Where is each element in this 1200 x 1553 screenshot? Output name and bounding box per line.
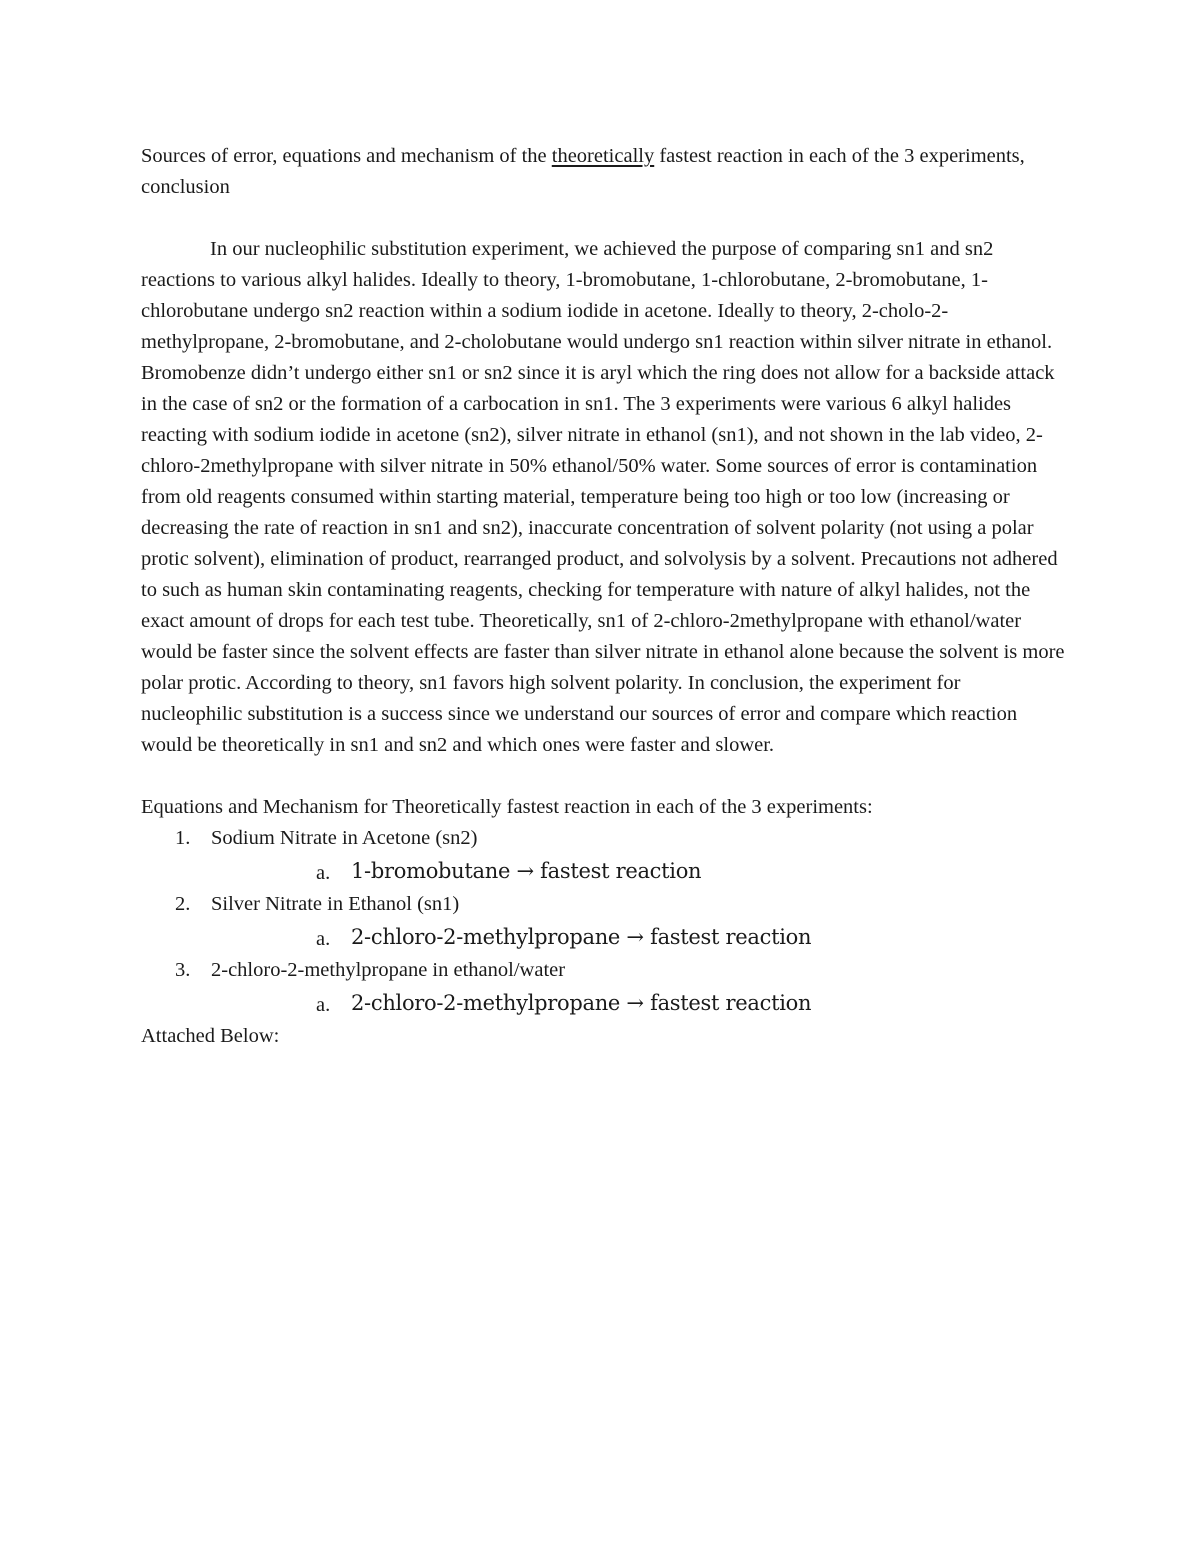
list-number: 2.	[175, 893, 191, 915]
sub-item	[211, 922, 1066, 955]
equations-title: Equations and Mechanism for Theoretically fastest reaction in each of the 3 experiments:	[141, 796, 873, 818]
heading-underlined-word: theoretically	[551, 145, 655, 167]
list-item-2	[141, 889, 1066, 955]
sub-item-letter: a.	[316, 994, 331, 1016]
sub-item-text: 2-chloro-2-methylpropane → fastest reaction	[351, 991, 812, 1015]
attached-below-label: Attached Below:	[141, 1025, 280, 1047]
list-item-label: 2-chloro-2-methylpropane in ethanol/water	[211, 959, 566, 981]
list-item-label: Silver Nitrate in Ethanol (sn1)	[211, 893, 460, 915]
sub-item-letter: a.	[316, 862, 331, 884]
sub-item-text: 1-bromobutane → fastest reaction	[351, 859, 702, 883]
heading-text-before: Sources of error, equations and mechanism of the	[141, 145, 552, 167]
body-paragraph: In our nucleophilic substitution experiment, we achieved the purpose of comparing sn1 and sn2 reactions to various alkyl halides. Ideally to theory, 1-bromobutane, 1-chlorobutane, 2-bromobutane, 1-chlorobutane undergo sn2 reaction within a sodium iodide in acetone. Ideally to theory, 2-cholo-2-methylpropane, 2-bromobutane, and 2-cholobutane would undergo sn1 reaction within silver nitrate in ethanol. Bromobenze didn’t undergo either sn1 or sn2 since it is aryl which the ring does not allow for a backside attack in the case of sn2 or the formation of a carbocation in sn1. The 3 experiments were various 6 alkyl halides reacting with sodium iodide in acetone (sn2), silver nitrate in ethanol (sn1), and not shown in the lab video, 2-chloro-2methylpropane with silver nitrate in 50% ethanol/50% water. Some sources of error is contamination from old reagents consumed within starting material, temperature being too high or too low (increasing or decreasing the rate of reaction in sn1 and sn2), inaccurate concentration of solvent polarity (not using a polar protic solvent), elimination of product, rearranged product, and solvolysis by a solvent. Precautions not adhered to such as human skin contaminating reagents, checking for temperature with nature of alkyl halides, not the exact amount of drops for each test tube. Theoretically, sn1 of 2-chloro-2methylpropane with ethanol/water would be faster since the solvent effects are faster than silver nitrate in ethanol alone because the solvent is more polar protic. According to theory, sn1 favors high solvent polarity. In conclusion, the experiment for nucleophilic substitution is a success since we understand our sources of error and compare which reaction would be theoretically in sn1 and sn2 and which ones were faster and slower.	[141, 238, 1065, 756]
list-number: 1.	[175, 827, 191, 849]
list-item-label: Sodium Nitrate in Acetone (sn2)	[211, 827, 478, 849]
sub-item	[211, 856, 1066, 889]
heading-text-after: fastest reaction in each of the 3 experiments, conclusion	[141, 145, 1025, 198]
experiments-list	[141, 823, 1066, 1021]
sub-item-text: 2-chloro-2-methylpropane → fastest reaction	[351, 925, 812, 949]
list-item-3	[141, 955, 1066, 1021]
document-body	[141, 141, 1066, 1052]
list-number: 3.	[175, 959, 191, 981]
sub-item	[211, 988, 1066, 1021]
list-item-1	[141, 823, 1066, 889]
sub-item-letter: a.	[316, 928, 331, 950]
document-heading	[141, 141, 1066, 203]
